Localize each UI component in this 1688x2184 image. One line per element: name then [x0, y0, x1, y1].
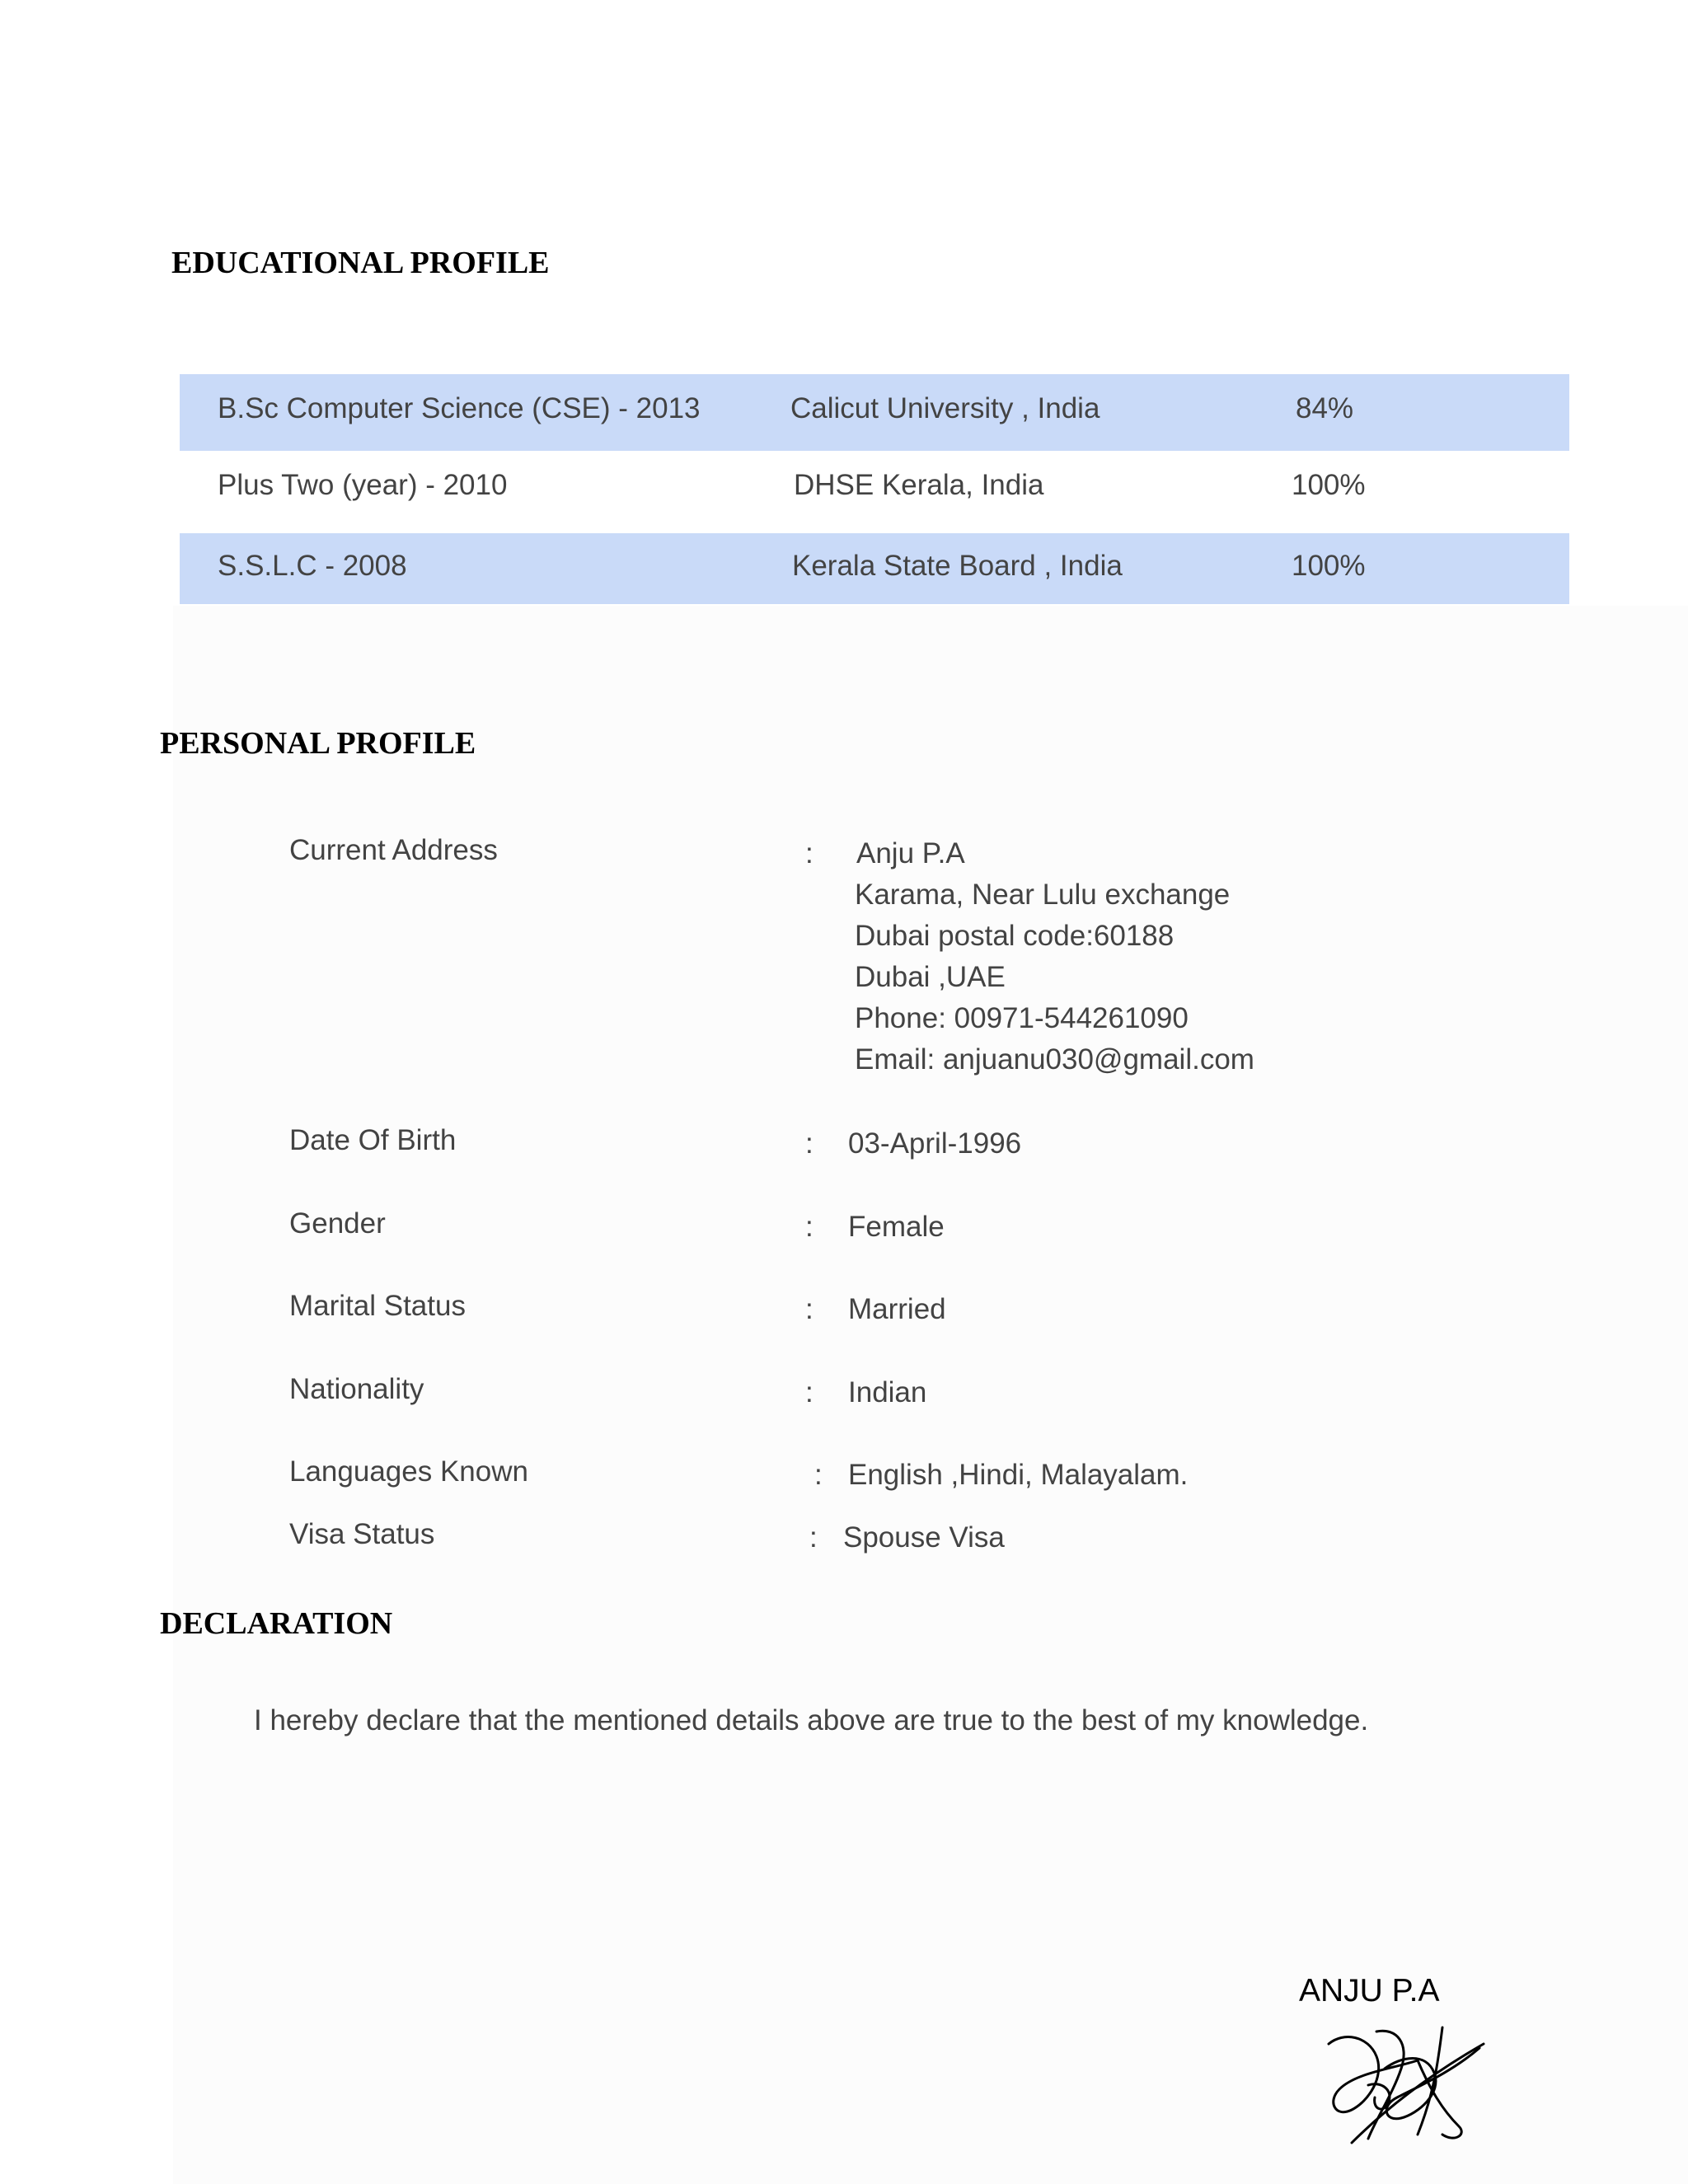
field-label-date-of-birth: Date Of Birth — [289, 1124, 457, 1156]
qualification-cell: Plus Two (year) - 2010 — [218, 469, 508, 501]
field-value-nationality: Indian — [848, 1376, 927, 1408]
qualification-cell: S.S.L.C - 2008 — [218, 550, 407, 582]
field-label-gender: Gender — [289, 1207, 386, 1240]
field-colon: : — [814, 1459, 823, 1491]
field-colon: : — [805, 1127, 814, 1160]
education-row — [180, 451, 1569, 533]
signature-name: ANJU P.A — [1299, 1973, 1440, 2008]
declaration-text: I hereby declare that the mentioned details above are true to the best of my knowledge. — [254, 1704, 1369, 1736]
educational-profile-heading: EDUCATIONAL PROFILE — [171, 246, 550, 280]
field-value-languages-known: English ,Hindi, Malayalam. — [848, 1459, 1189, 1491]
address-label: Current Address — [289, 834, 498, 866]
field-label-nationality: Nationality — [289, 1373, 424, 1405]
address-line: Anju P.A — [856, 837, 965, 869]
qualification-cell: B.Sc Computer Science (CSE) - 2013 — [218, 392, 701, 424]
score-cell: 100% — [1292, 550, 1366, 582]
field-label-marital-status: Marital Status — [289, 1290, 466, 1322]
address-line: Phone: 00971-544261090 — [855, 1002, 1189, 1034]
address-line: Karama, Near Lulu exchange — [855, 879, 1231, 911]
field-colon: : — [805, 1376, 814, 1408]
board-cell: Kerala State Board , India — [792, 550, 1123, 582]
education-row — [180, 374, 1569, 451]
field-colon: : — [805, 837, 814, 869]
field-value-marital-status: Married — [848, 1293, 946, 1325]
score-cell: 84% — [1296, 392, 1354, 424]
address-line: Email: anjuanu030@gmail.com — [855, 1043, 1254, 1076]
score-cell: 100% — [1292, 469, 1366, 501]
field-label-languages-known: Languages Known — [289, 1455, 528, 1488]
declaration-heading: DECLARATION — [160, 1606, 393, 1641]
personal-profile-heading: PERSONAL PROFILE — [160, 726, 476, 761]
address-line: Dubai ,UAE — [855, 961, 1006, 993]
field-value-date-of-birth: 03-April-1996 — [848, 1127, 1022, 1160]
field-value-gender: Female — [848, 1211, 945, 1243]
address-line: Dubai postal code:60188 — [855, 920, 1175, 952]
board-cell: DHSE Kerala, India — [794, 469, 1044, 501]
field-colon: : — [805, 1293, 814, 1325]
field-colon: : — [809, 1521, 818, 1554]
field-value-visa-status: Spouse Visa — [843, 1521, 1005, 1554]
education-row — [180, 533, 1569, 604]
handwritten-signature — [1319, 2011, 1492, 2151]
board-cell: Calicut University , India — [790, 392, 1100, 424]
field-colon: : — [805, 1211, 814, 1243]
field-label-visa-status: Visa Status — [289, 1518, 435, 1550]
